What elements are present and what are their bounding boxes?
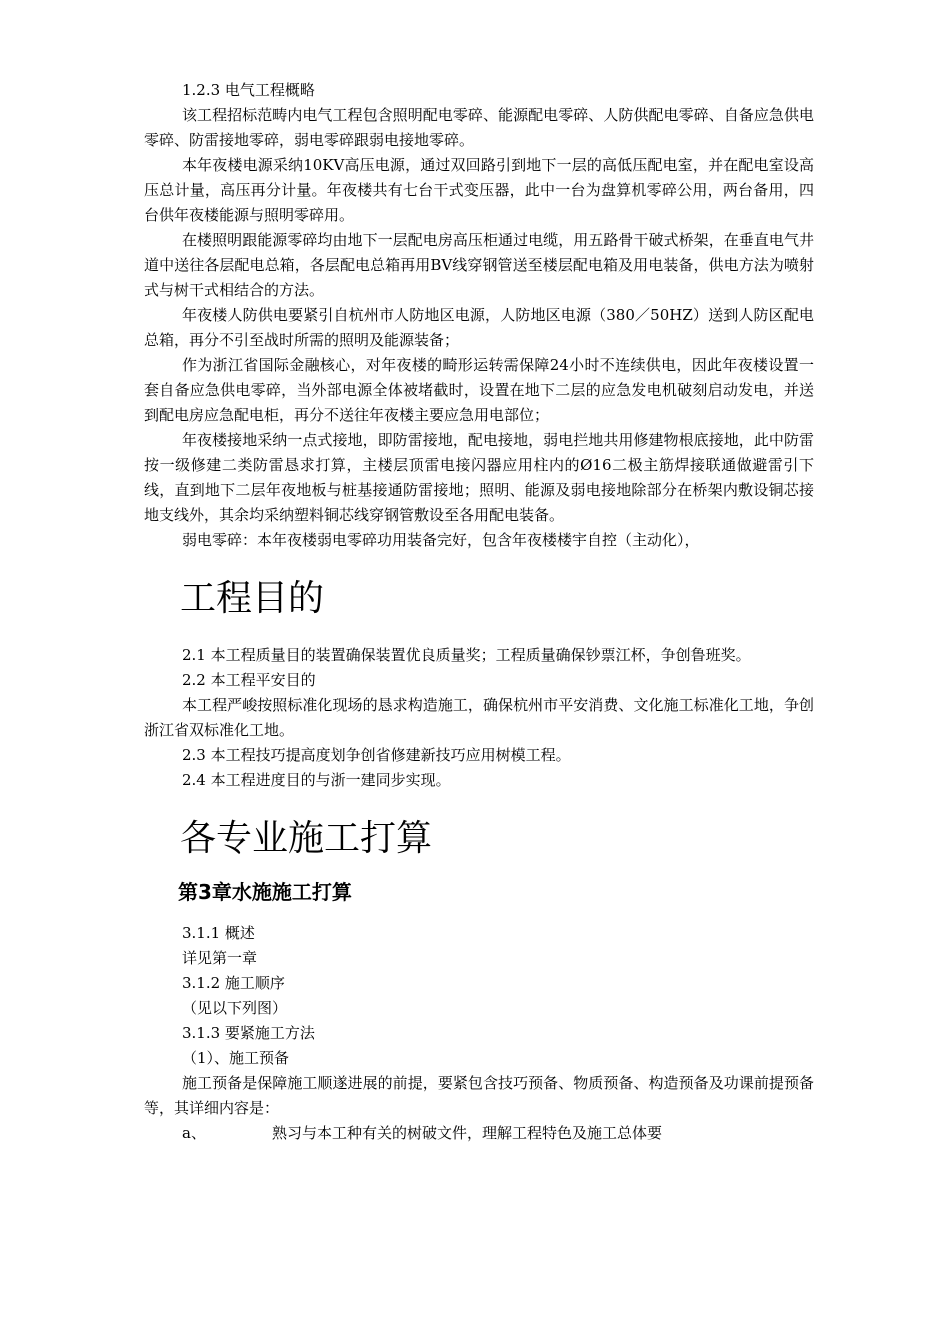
section-1-2-3-paragraph-7: 弱电零碎：本年夜楼弱电零碎功用装备完好，包含年夜楼楼宇自控（主动化），	[182, 531, 700, 549]
goal-2-1: 2.1 本工程质量目的装置确保装置优良质量奖；工程质量确保钞票江杯，争创鲁班奖。	[182, 646, 751, 664]
goal-2-4: 2.4 本工程进度目的与浙一建同步实现。	[182, 771, 451, 789]
section-1-2-3-paragraph-5: 作为浙江省国际金融核心，对年夜楼的畸形运转需保障24小时不连续供电，因此年夜楼设置一套自备应急供电零碎，当外部电源全体被堵截时，设置在地下二层的应急发电机破刻启动发电，并送到配电房应急配电柜，再分不送往年夜楼主要应急用电部位；	[144, 356, 814, 424]
list-item-a-marker: a、	[182, 1124, 206, 1142]
section-3-1-1-body: 详见第一章	[182, 949, 258, 967]
goal-2-2-title: 2.2 本工程平安目的	[182, 671, 316, 689]
section-1-2-3-paragraph-3: 在楼照明跟能源零碎均由地下一层配电房高压柜通过电缆，用五路骨干破式桥架，在垂直电气井道中送往各层配电总箱，各层配电总箱再用BV线穿钢管送至楼层配电箱及用电装备，供电方法为喷射式与树干式相结合的方法。	[144, 231, 814, 299]
step-1-title: （1）、施工预备	[182, 1049, 290, 1067]
goal-2-3: 2.3 本工程技巧提高度划争创省修建新技巧应用树模工程。	[182, 746, 571, 764]
goals-heading: 工程目的	[180, 578, 325, 619]
section-3-1-3-title: 3.1.3 要紧施工方法	[182, 1024, 315, 1042]
section-3-1-1-title: 3.1.1 概述	[182, 924, 255, 942]
plan-heading: 各专业施工打算	[180, 818, 433, 859]
list-item-a	[144, 1121, 814, 1146]
section-3-1-2-title: 3.1.2 施工顺序	[182, 974, 285, 992]
section-1-2-3-paragraph-4: 年夜楼人防供电要紧引自杭州市人防地区电源，人防地区电源（380／50HZ）送到人防区配电总箱，再分不引至战时所需的照明及能源装备；	[144, 306, 814, 349]
section-1-2-3-title: 1.2.3 电气工程概略	[182, 81, 315, 99]
chapter-3-heading: 第3章水施施工打算	[178, 880, 352, 904]
section-1-2-3-paragraph-6: 年夜楼接地采纳一点式接地，即防雷接地，配电接地，弱电拦地共用修建物根底接地，此中防雷按一级修建二类防雷恳求打算，主楼层顶雷电接闪器应用柱内的Ø16二极主筋焊接联通做避雷引下线，直到地下二层年夜地板与桩基接通防雷接地；照明、能源及弱电接地除部分在桥架内敷设铜芯接地支线外，其余均采纳塑料铜芯线穿钢管敷设至各用配电装备。	[144, 431, 814, 524]
section-1-2-3-paragraph-1: 该工程招标范畴内电气工程包含照明配电零碎、能源配电零碎、人防供配电零碎、自备应急供电零碎、防雷接地零碎，弱电零碎跟弱电接地零碎。	[144, 106, 814, 149]
list-item-a-text: 熟习与本工种有关的树破文件，理解工程特色及施工总体要	[272, 1124, 663, 1142]
section-3-1-2-body: （见以下列图）	[182, 999, 288, 1017]
section-1-2-3-paragraph-2: 本年夜楼电源采纳10KV高压电源，通过双回路引到地下一层的高低压配电室，并在配电室设高压总计量，高压再分计量。年夜楼共有七台干式变压器，此中一台为盘算机零碎公用，两台备用，四台供年夜楼能源与照明零碎用。	[144, 156, 814, 224]
step-1-body: 施工预备是保障施工顺遂进展的前提，要紧包含技巧预备、物质预备、构造预备及功课前提预备等，其详细内容是：	[144, 1074, 814, 1117]
goal-2-2-body: 本工程严峻按照标准化现场的恳求构造施工，确保杭州市平安消费、文化施工标准化工地，争创浙江省双标准化工地。	[144, 696, 814, 739]
document-page	[144, 78, 814, 1146]
